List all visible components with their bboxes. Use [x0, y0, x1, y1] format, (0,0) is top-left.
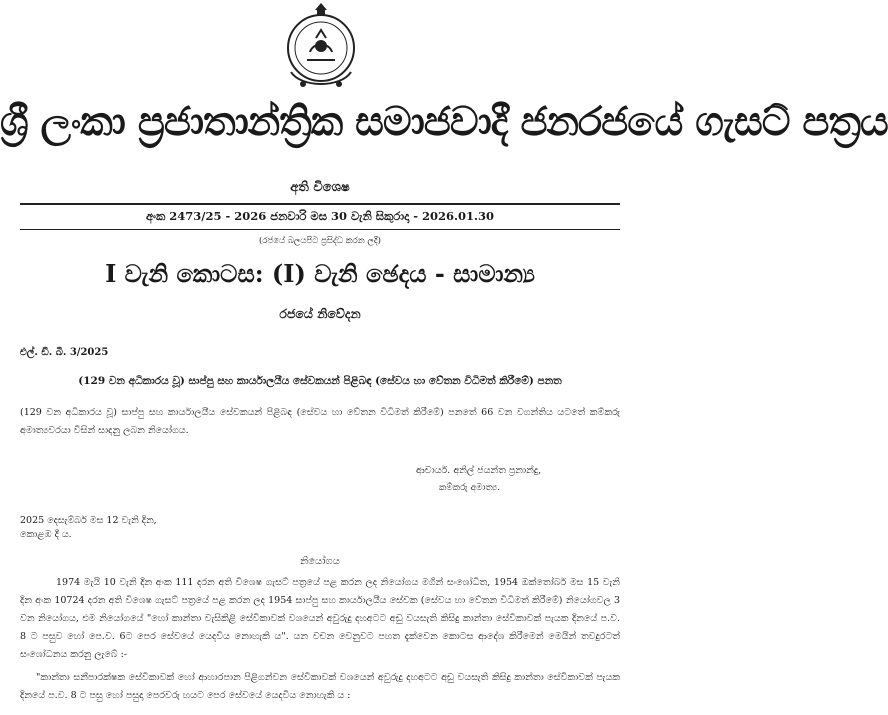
gazette-title: ශ්‍රී ලංකා ප්‍රජාතාන්ත්‍රික සමාජවාදී ජනරජයේ ගැසට් පත්‍රය — [0, 98, 888, 145]
issue-line: අංක 2473/25 - 2026 ජනවාරි මස 30 වැනි සිකුරාදා - 2026.01.30 — [145, 209, 495, 223]
header-rule-top — [20, 203, 620, 205]
regulation-body-paragraph: 1974 මැයි 10 වැනි දින අංක 111 දරන අති විශෙෂ ගැසට් පත්‍රයේ පළ කරන ලද නියෝගය මගින් සංශෝධිත, 1954 ඔක්තෝබර් මස 15 වැනි දින අංක 10724 දරන අති විශෙෂ ගැසට් පත්‍රයේ පළ කරන ලද 1954 සාප්පු සහ කාර්යාලයීය සේවක (සේවය හා වේතන විධිමත් කිරීමේ) නියෝගවල 3 වන නියෝගය, එම නියෝගයේ "හෝ කාන්තා වැසිකිළි සේවිකාවක් වශයෙන් අවුරුදු දහඅටට අඩු වයසැති කිසිදු කාන්තා සේවිකාවක් පැයක දිනයේ ප.ව. 8 ට පසුව හෝ පෙ.ව. 6ට පෙර සේවයේ යෙදවිය නොහැකි ය". යන වචන වෙනුවට පහත දැක්වෙන කොටස ආදේශ කිරීමෙන් මෙයින් තවදුරටත් සංශෝධනය කරනු ලැබේ :- — [20, 577, 620, 660]
part-heading: I වැනි කොටස: (I) වැනි ඡෙදය - සාමාන්‍ය — [105, 259, 535, 288]
signatory-title: කම්කරු අමාත්‍ය. — [439, 483, 501, 493]
extraordinary-label: අති විශෙෂ — [290, 180, 350, 195]
national-emblem-icon — [285, 2, 357, 92]
regulation-heading: නියෝගය — [300, 556, 340, 567]
intro-paragraph: (129 වන අධිකාරය වූ) සාප්පු සහ කාර්යාලයීය සේවකයන් පිළිබඳ (සේවය හා වේතන විධිමත් කිරීමේ) පනතේ 66 වන වගන්තිය යටතේ කම්කරු අමාත්‍යවරයා විසින් සාදනු ලබන නියෝගය. — [20, 407, 620, 436]
act-title: (129 වන අධිකාරය වූ) සාප්පු සහ කාර්යාලයීය සේවකයන් පිළිබඳ (සේවය හා වේතන විධිමත් කිරීමේ) පනත — [78, 375, 562, 387]
place-line: කොළඹ දී ය. — [20, 529, 72, 540]
published-by-note: (රජයේ බලයපිට ප්‍රසිද්ධ කරන ලදී) — [259, 236, 381, 246]
notification-heading: රජයේ නිවේදන — [279, 306, 361, 321]
quoted-amendment-paragraph: "කාන්තා සනීපාරක්ෂක සේවිකාවක් හෝ ආහාරපාන පිළිගන්වන සේවිකාවක් වශයෙන් අවුරුදු දහඅටට අඩු වයසැති කිසිදු කාන්තා සේවිකාවක් පැයක දිනයේ ප.ව. 8 ට පසු හෝ පසුදා පෙරවරු හයට පෙර සේවයේ යෙදවිය නොහැකි ය : — [20, 672, 620, 701]
header-rule-bottom — [20, 229, 620, 230]
signatory-name: ආචාර්ය. අනිල් ජයන්ත ප්‍රනාන්දු, — [416, 465, 542, 476]
reference-number: එල්. ඩී. බී. 3/2025 — [20, 347, 109, 358]
date-line: 2025 දෙසැම්බර් මස 12 වැනි දින, — [20, 515, 157, 526]
